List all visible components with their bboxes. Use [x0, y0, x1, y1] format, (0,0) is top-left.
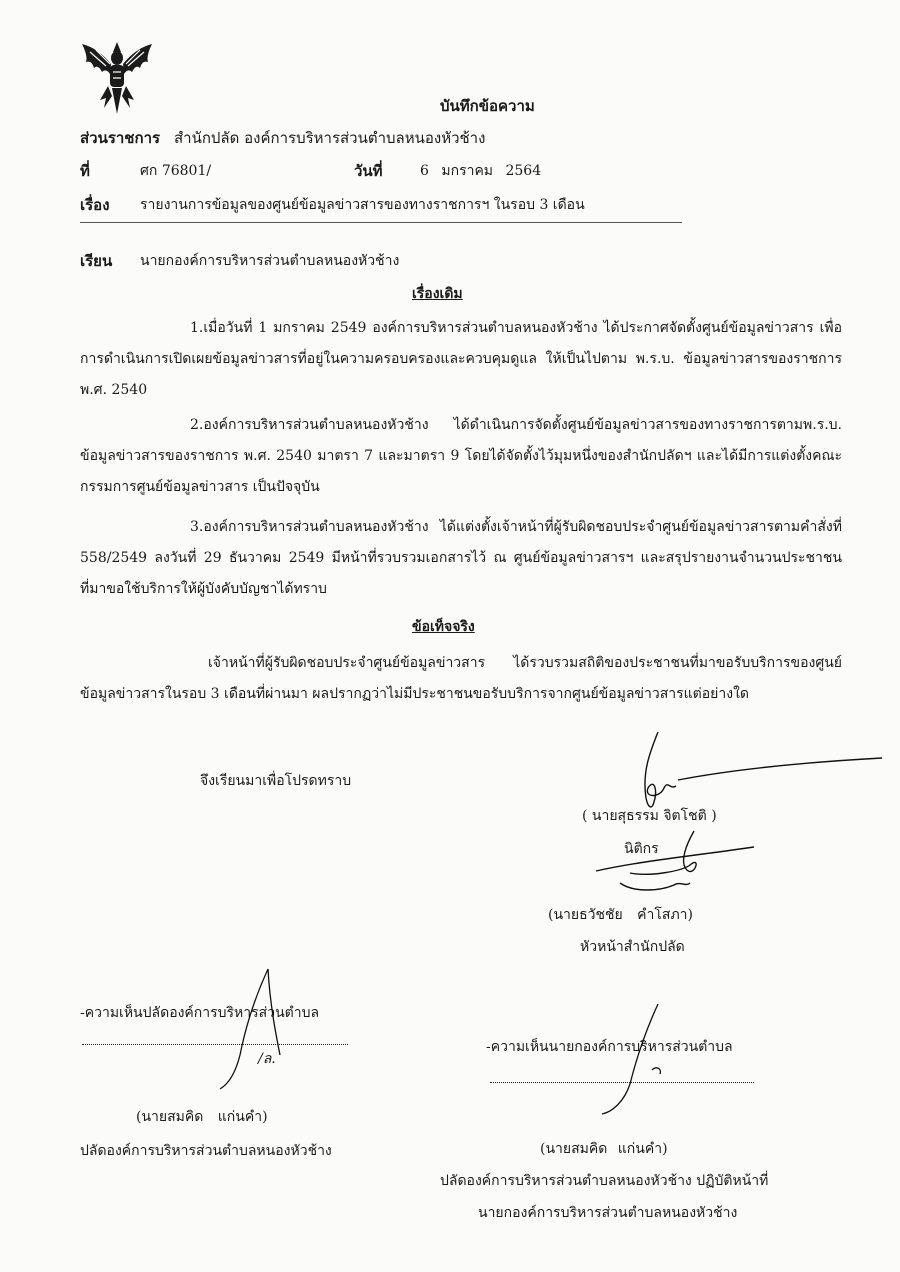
subject-label: เรื่อง — [80, 196, 110, 214]
dept-label: ส่วนราชการ — [80, 129, 161, 147]
opinion-right-name: (นายสมคิด แก่นคำ) — [540, 1141, 668, 1157]
to-value: นายกองค์การบริหารส่วนตำบลหนองหัวช้าง — [140, 253, 400, 269]
date-value: 6 มกราคม 2564 — [420, 163, 542, 179]
opinion-left-name: (นายสมคิด แก่นคำ) — [136, 1109, 268, 1125]
header-rule — [80, 222, 682, 223]
garuda-emblem-icon — [78, 38, 156, 118]
facts-paragraph: เจ้าหน้าที่ผู้รับผิดชอบประจำศูนย์ข้อมูลข่าวสาร ได้รวบรวมสถิติของประชาชนที่มาขอรับบริการของศูนย์ข้อมูลข่าวสารในรอบ 3 เดือนที่ผ่านมา ผลปรากฏว่าไม่มีประชาชนขอรับบริการจากศูนย์ข้อมูลข่าวสารแต่อย่างใด — [80, 655, 842, 702]
opinion-right-position-2: นายกองค์การบริหารส่วนตำบลหนองหัวช้าง — [478, 1205, 738, 1221]
background-paragraph-2: 2.องค์การบริหารส่วนตำบลหนองหัวช้าง ได้ดำเนินการจัดตั้งศูนย์ข้อมูลข่าวสารของทางราชการตามพ.ร.บ. ข้อมูลข่าวสารของราชการ พ.ศ. 2540 มาตรา 7 และมาตรา 9 โดยได้จัดตั้งไว้มุมหนึ่งของสำนักปลัดฯ และได้มีการแต่งตั้งคณะกรรมการศูนย์ข้อมูลข่าวสาร เป็นปัจจุบัน — [80, 417, 842, 495]
background-paragraph-3: 3.องค์การบริหารส่วนตำบลหนองหัวช้าง ได้แต่งตั้งเจ้าหน้าที่ผู้รับผิดชอบประจำศูนย์ข้อมูลข่าวสารตามคำสั่งที่ 558/2549 ลงวันที่ 29 ธันวาคม 2549 มีหน้าที่รวบรวมเอกสารไว้ ณ ศูนย์ข้อมูลข่าวสารฯ และสรุปรายงานจำนวนประชาชนที่มาขอใช้บริการให้ผู้บังคับบัญชาได้ทราบ — [80, 519, 842, 597]
memo-title: บันทึกข้อความ — [440, 97, 535, 115]
ref-label: ที่ — [80, 162, 90, 180]
opinion-right-label: -ความเห็นนายกองค์การบริหารส่วนตำบล — [486, 1039, 733, 1055]
ref-value: ศก 76801/ — [140, 163, 212, 179]
opinion-right-position-1: ปลัดองค์การบริหารส่วนตำบลหนองหัวช้าง ปฏิบัติหน้าที่ — [440, 1173, 769, 1189]
closing-text: จึงเรียนมาเพื่อโปรดทราบ — [200, 773, 352, 789]
background-paragraph-1: 1.เมื่อวันที่ 1 มกราคม 2549 องค์การบริหารส่วนตำบลหนองหัวช้าง ได้ประกาศจัดตั้งศูนย์ข้อมูลข่าวสาร เพื่อการดำเนินการเปิดเผยข้อมูลข่าวสารที่อยู่ในความครอบครองและควบคุมดูแล ให้เป็นไปตาม พ.ร.บ. ข้อมูลข่าวสารของราชการ พ.ศ. 2540 — [80, 320, 842, 398]
background-heading: เรื่องเดิม — [412, 286, 463, 302]
date-label: วันที่ — [354, 162, 383, 180]
opinion-left-note: /ล. — [258, 1051, 276, 1067]
subject-value: รายงานการข้อมูลของศูนย์ข้อมูลข่าวสารของทางราชการฯ ในรอบ 3 เดือน — [140, 197, 585, 213]
signature-4 — [590, 1000, 690, 1120]
opinion-left-label: -ความเห็นปลัดองค์การบริหารส่วนตำบล — [80, 1005, 320, 1021]
signature-2 — [590, 825, 760, 905]
signer2-name: (นายธวัชชัย คำโสภา) — [548, 907, 694, 923]
signature-3 — [196, 965, 306, 1095]
dept-value: สำนักปลัด องค์การบริหารส่วนตำบลหนองหัวช้าง — [174, 129, 486, 147]
facts-heading: ข้อเท็จจริง — [412, 619, 475, 635]
to-label: เรียน — [80, 252, 113, 270]
signer2-position: หัวหน้าสำนักปลัด — [580, 939, 685, 955]
opinion-left-position: ปลัดองค์การบริหารส่วนตำบลหนองหัวช้าง — [80, 1143, 332, 1159]
signer1-name: ( นายสุธรรม จิตโชติ ) — [582, 808, 717, 824]
signer1-position: นิติกร — [624, 841, 659, 857]
